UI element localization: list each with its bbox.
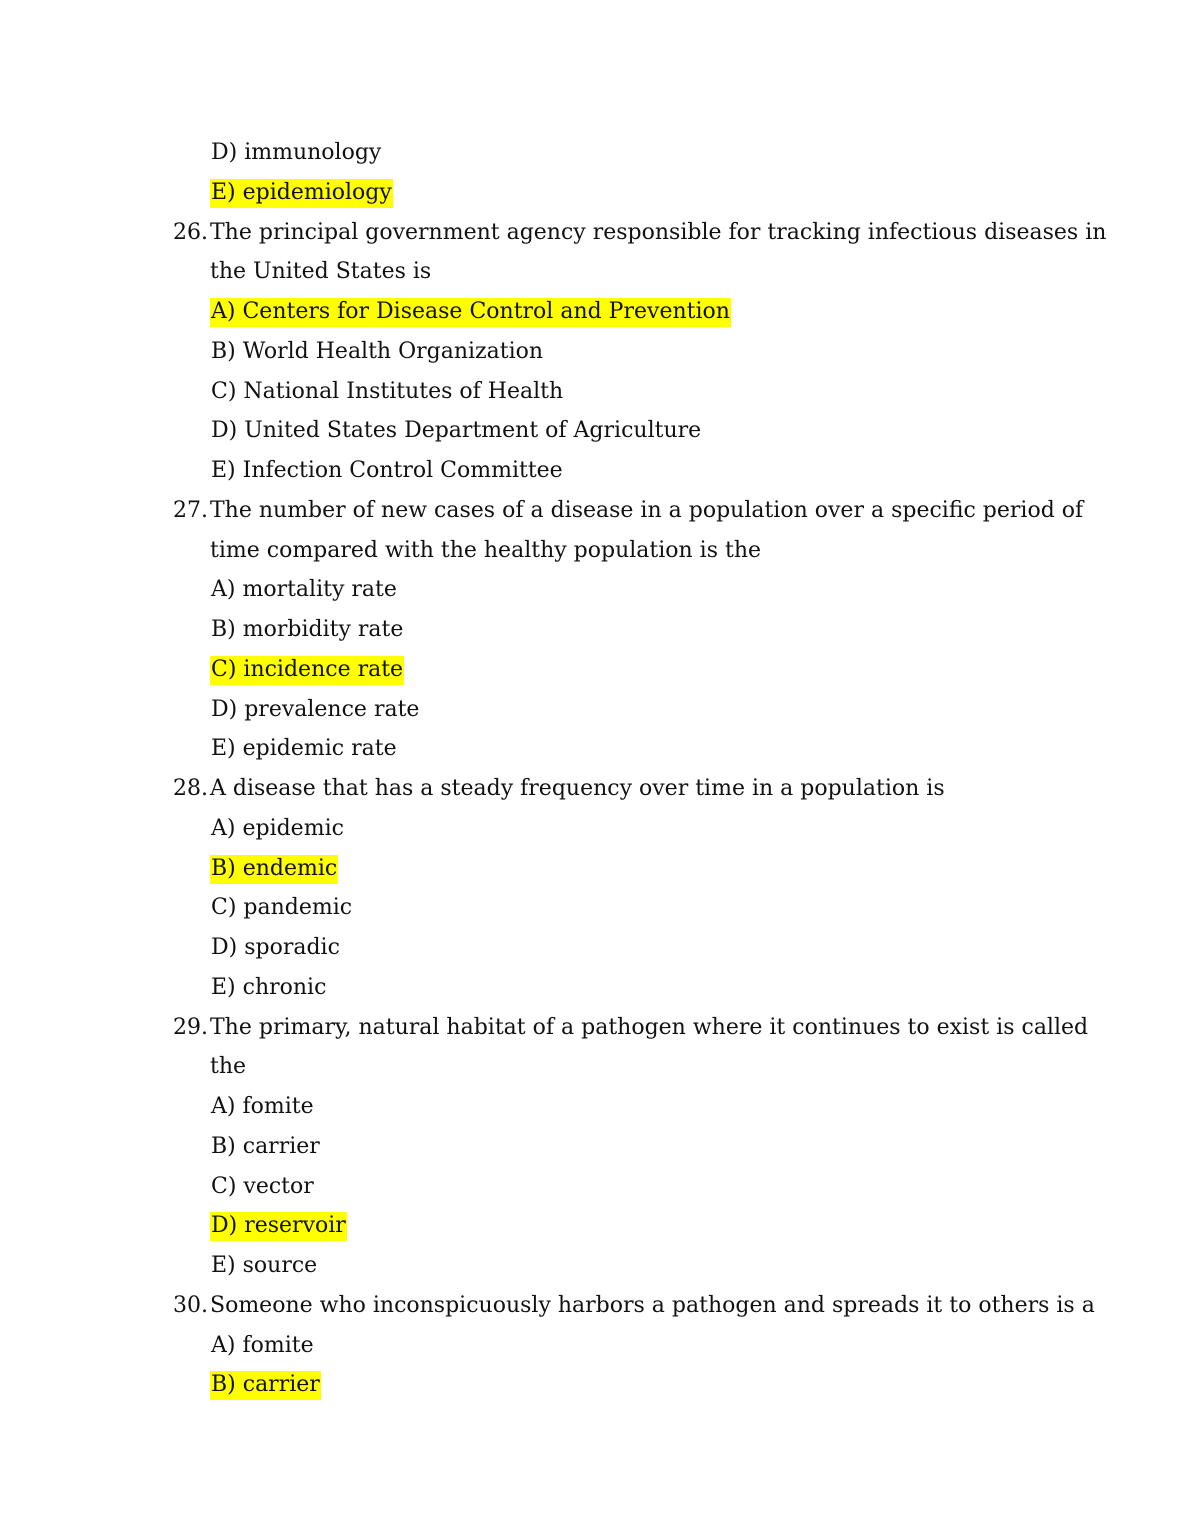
option-line — [0, 690, 1190, 730]
question-text: Someone who inconspicuously harbors a pathogen and spreads it to others is a — [210, 1292, 1095, 1318]
option-line — [0, 411, 1190, 451]
question-line — [0, 1047, 1190, 1087]
option-line — [0, 1087, 1190, 1127]
option-text: B) endemic — [210, 855, 338, 884]
option-line — [0, 610, 1190, 650]
option-line — [0, 729, 1190, 769]
option-text: E) source — [211, 1253, 318, 1278]
question-number: 26. — [173, 219, 208, 245]
option-line — [0, 1326, 1190, 1366]
option-line — [0, 1167, 1190, 1207]
question-text: The principal government agency responsible for tracking infectious diseases in — [210, 219, 1107, 245]
option-line — [0, 372, 1190, 412]
question-line — [0, 769, 1190, 809]
question-text: time compared with the healthy population is the — [210, 537, 762, 563]
option-line — [0, 1206, 1190, 1246]
option-text: D) reservoir — [210, 1212, 347, 1241]
option-text: E) Infection Control Committee — [211, 458, 563, 483]
option-text: C) incidence rate — [210, 656, 404, 685]
question-line — [0, 531, 1190, 571]
option-text: E) epidemiology — [210, 179, 393, 208]
option-line — [0, 1246, 1190, 1286]
question-text: The primary, natural habitat of a pathogen where it continues to exist is called — [210, 1014, 1089, 1040]
question-text: the — [210, 1054, 247, 1080]
question-text: the United States is — [210, 259, 432, 285]
option-line — [0, 133, 1190, 173]
option-line — [0, 570, 1190, 610]
option-line — [0, 1365, 1190, 1405]
question-line — [0, 491, 1190, 531]
option-text: D) sporadic — [211, 935, 340, 960]
question-line — [0, 1286, 1190, 1326]
option-text: A) epidemic — [211, 815, 344, 841]
option-text: E) chronic — [211, 974, 327, 1000]
question-line — [0, 213, 1190, 253]
option-line — [0, 849, 1190, 889]
option-text: D) United States Department of Agriculture — [211, 418, 702, 444]
question-line — [0, 1008, 1190, 1048]
option-text: D) prevalence rate — [211, 696, 420, 722]
option-line — [0, 451, 1190, 491]
document-page — [0, 133, 1190, 1405]
option-text: B) carrier — [211, 1133, 320, 1159]
option-text: C) National Institutes of Health — [211, 378, 564, 404]
question-number: 27. — [173, 497, 208, 523]
question-number: 29. — [173, 1014, 208, 1040]
option-text: B) morbidity rate — [211, 617, 404, 642]
question-text: The number of new cases of a disease in a population over a specific period of — [210, 497, 1084, 523]
option-text: A) fomite — [211, 1094, 314, 1119]
option-line — [0, 173, 1190, 213]
option-line — [0, 809, 1190, 849]
option-text: A) Centers for Disease Control and Prevention — [210, 298, 731, 327]
question-line — [0, 252, 1190, 292]
option-line — [0, 332, 1190, 372]
option-line — [0, 888, 1190, 928]
option-text: C) vector — [211, 1173, 314, 1199]
option-text: E) epidemic rate — [211, 736, 397, 762]
option-line — [0, 1127, 1190, 1167]
option-text: B) carrier — [210, 1371, 321, 1400]
option-text: A) fomite — [211, 1332, 314, 1358]
option-line — [0, 292, 1190, 332]
option-text: B) World Health Organization — [211, 338, 544, 364]
option-text: D) immunology — [211, 140, 382, 165]
option-text: A) mortality rate — [211, 577, 397, 603]
option-line — [0, 928, 1190, 968]
question-number: 28. — [173, 776, 208, 801]
option-line — [0, 650, 1190, 690]
question-number: 30. — [173, 1292, 208, 1318]
option-line — [0, 968, 1190, 1008]
question-text: A disease that has a steady frequency over time in a population is — [210, 776, 945, 801]
option-text: C) pandemic — [211, 895, 353, 921]
